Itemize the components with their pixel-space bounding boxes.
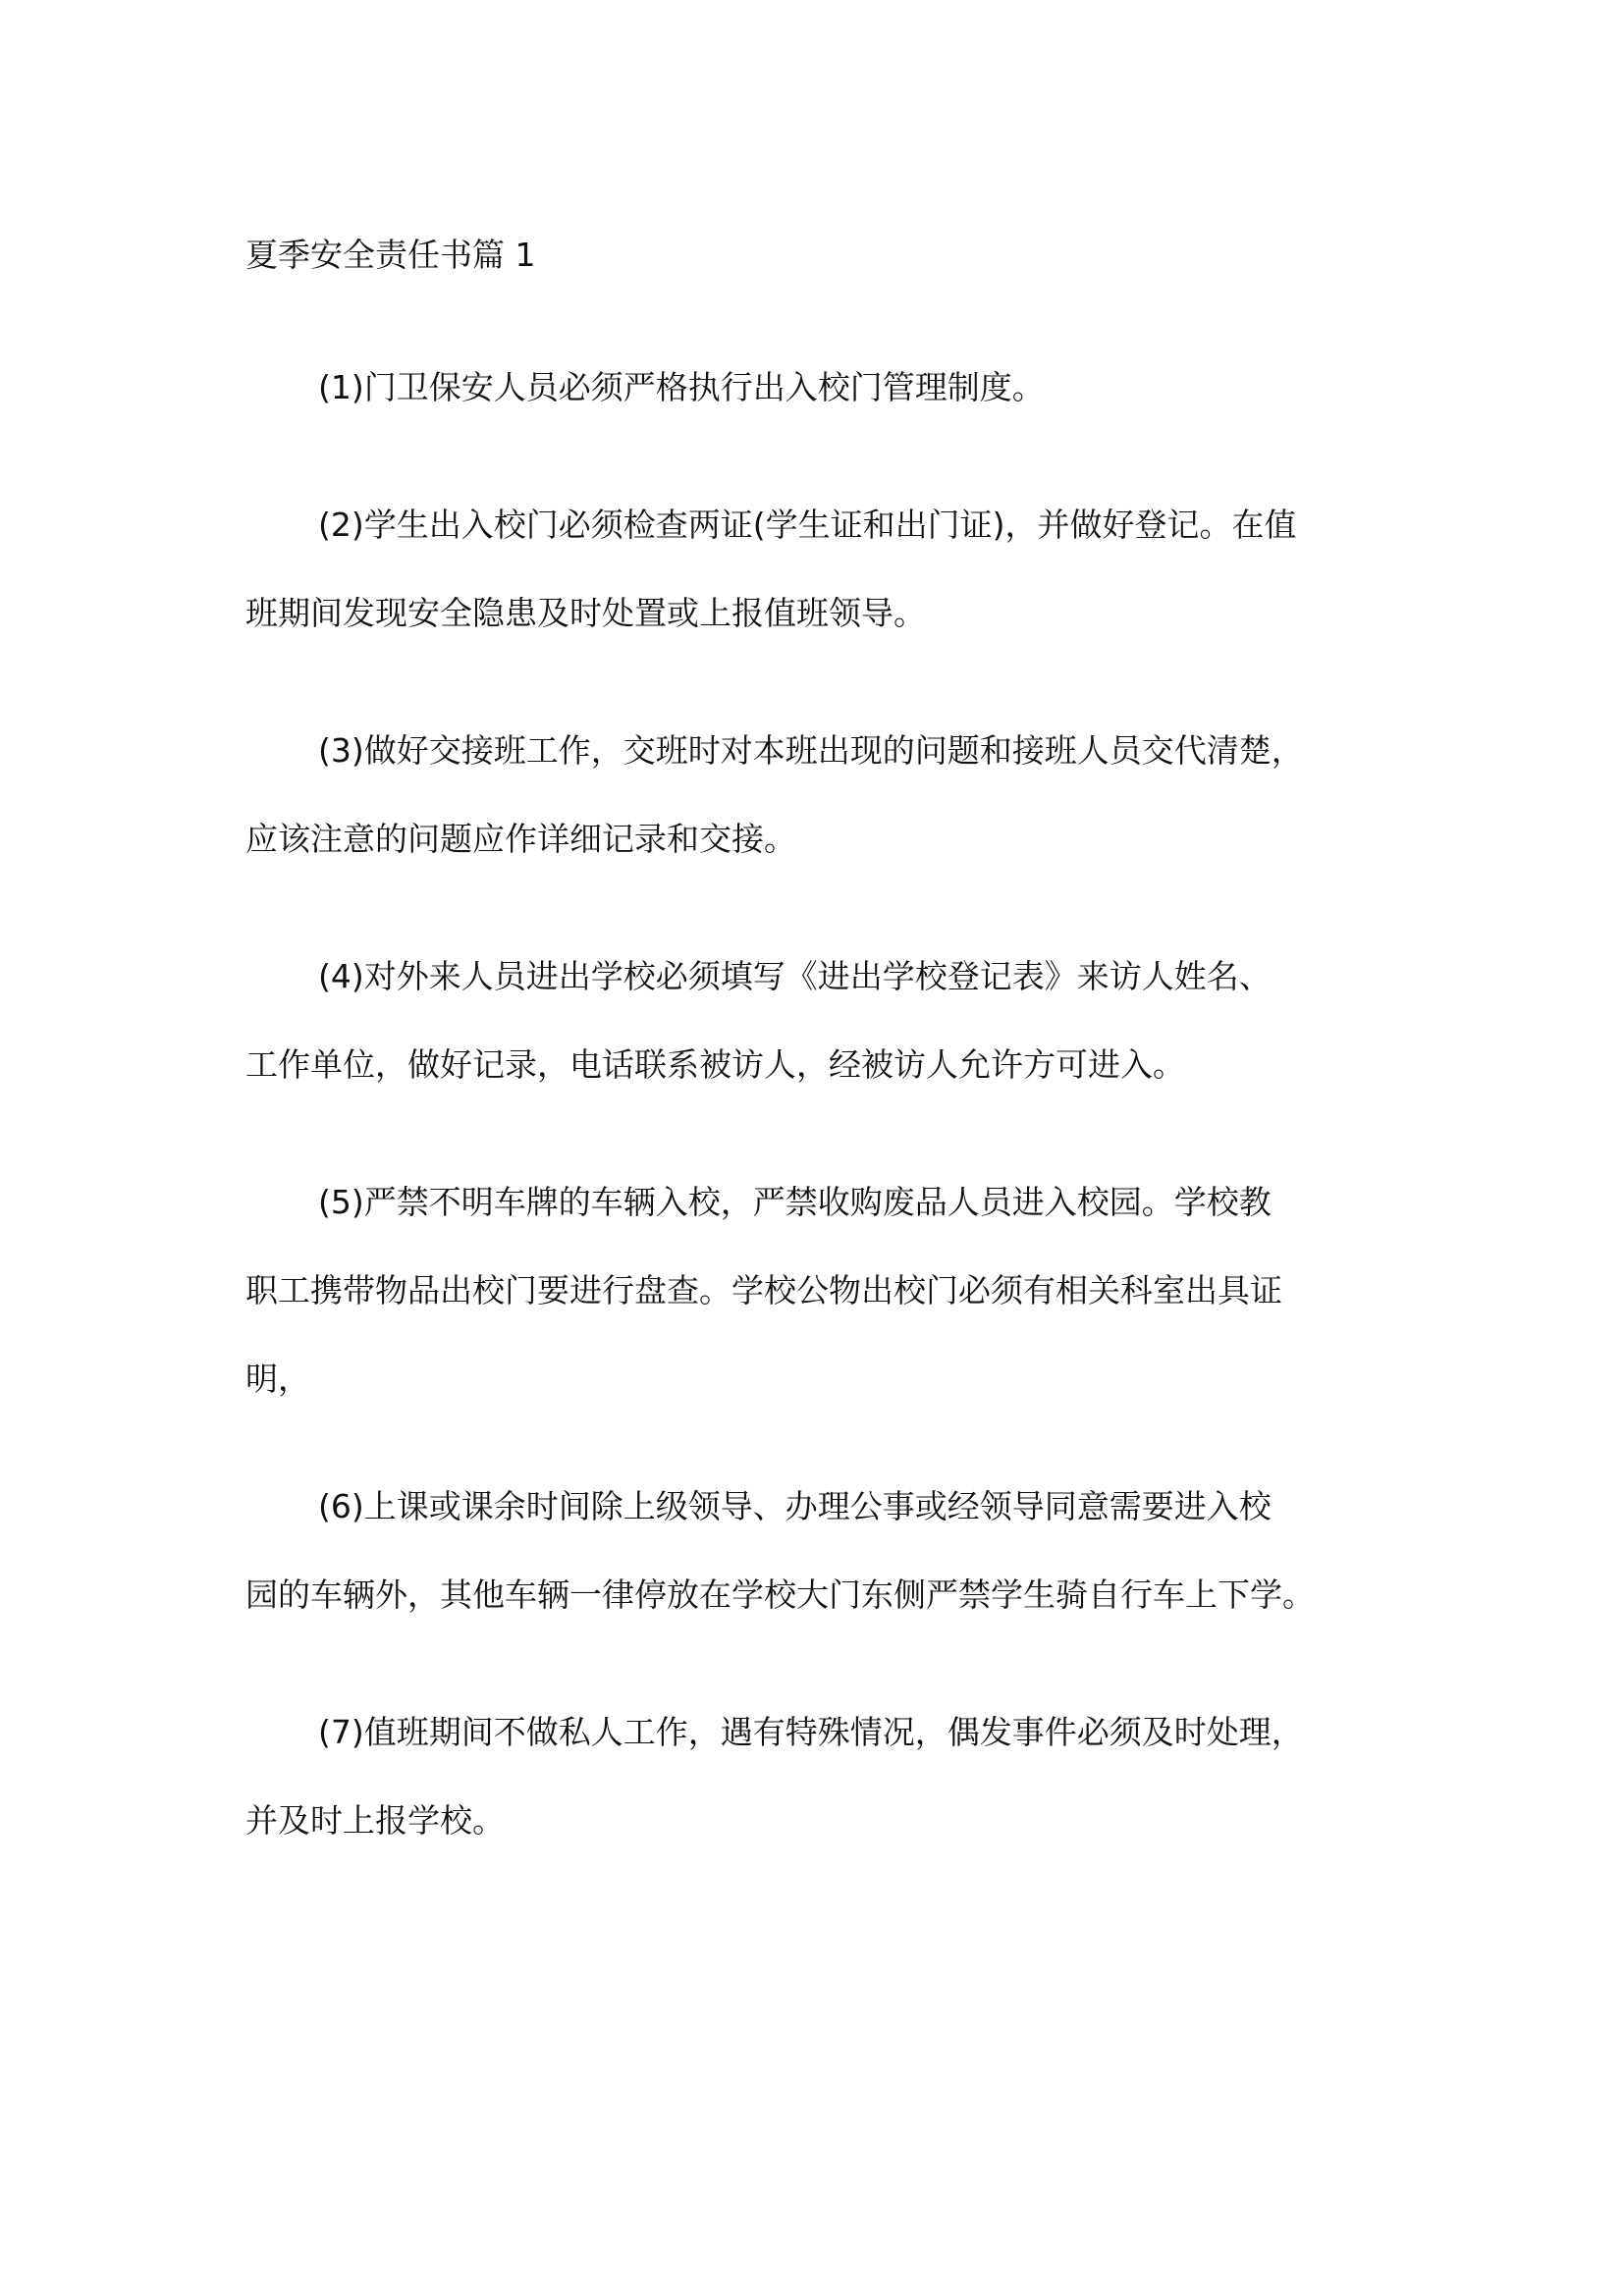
paragraph-line: 班期间发现安全隐患及时处置或上报值班领导。 (245, 594, 926, 632)
paragraph-line: (6)上课或课余时间除上级领导、办理公事或经领导同意需要进入校 (318, 1487, 1272, 1525)
paragraph-line: (4)对外来人员进出学校必须填写《进出学校登记表》来访人姓名、 (318, 957, 1272, 995)
paragraph-line: 工作单位，做好记录，电话联系被访人，经被访人允许方可进入。 (245, 1045, 1185, 1084)
paragraph-line: 园的车辆外，其他车辆一律停放在学校大门东侧严禁学生骑自行车上下学。 (245, 1575, 1315, 1614)
paragraph-6 (245, 1463, 1389, 1639)
paragraph-2 (245, 481, 1389, 658)
paragraph-line: (2)学生出入校门必须检查两证(学生证和出门证)，并做好登记。在值 (318, 506, 1297, 544)
paragraph-line: (5)严禁不明车牌的车辆入校，严禁收购废品人员进入校园。学校教 (318, 1183, 1272, 1221)
document-title: 夏季安全责任书篇 1 (245, 236, 536, 274)
paragraph-line: 并及时上报学校。 (245, 1801, 505, 1840)
paragraph-line: 明， (245, 1360, 310, 1398)
paragraph-line: (7)值班期间不做私人工作，遇有特殊情况，偶发事件必须及时处理， (318, 1713, 1304, 1751)
paragraph-3 (245, 707, 1389, 883)
paragraph-line: (3)做好交接班工作，交班时对本班出现的问题和接班人员交代清楚， (318, 731, 1304, 770)
paragraph-line: 应该注意的问题应作详细记录和交接。 (245, 820, 796, 858)
paragraph-line: (1)门卫保安人员必须严格执行出入校门管理制度。 (318, 368, 1045, 406)
paragraph-1 (245, 344, 1389, 432)
paragraph-5 (245, 1158, 1389, 1423)
paragraph-7 (245, 1688, 1389, 1865)
paragraph-4 (245, 933, 1389, 1109)
paragraph-line: 职工携带物品出校门要进行盘查。学校公物出校门必须有相关科室出具证 (245, 1271, 1282, 1309)
